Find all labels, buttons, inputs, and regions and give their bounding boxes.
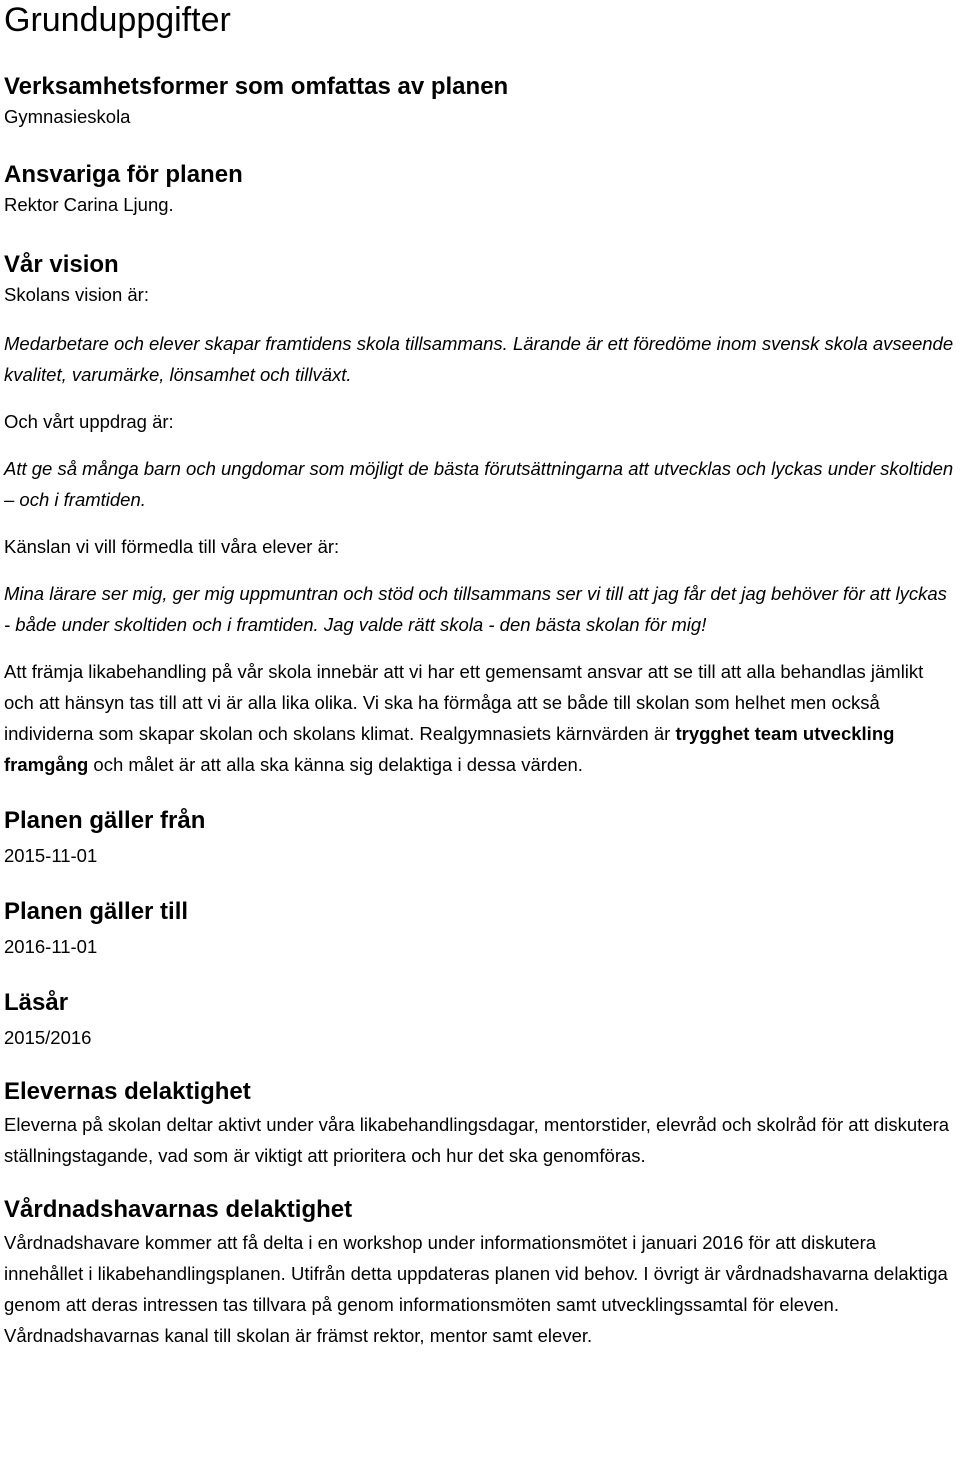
vision-statement: Medarbetare och elever skapar framtidens skola tillsammans. Lärande är ett föredöme inom svensk skola avseende kvalitet, varumärke, lönsamhet och tillväxt. xyxy=(4,333,954,385)
heading-ansvariga: Ansvariga för planen xyxy=(4,161,243,188)
heading-planen-galler-fran: Planen gäller från xyxy=(4,807,206,834)
kanslan-statement: Mina lärare ser mig, ger mig uppmuntran och stöd och tillsammans ser vi till att jag får det jag behöver för att lyckas - både under skoltiden och i framtiden. Jag valde rätt skola - den bästa skolan för mig! xyxy=(4,583,947,635)
uppdrag-statement: Att ge så många barn och ungdomar som möjligt de bästa förutsättningarna att utvecklas och lyckas under skoltiden – och i framtiden. xyxy=(4,458,954,510)
ansvariga-text: Rektor Carina Ljung. xyxy=(4,194,174,215)
kanslan-intro: Känslan vi vill förmedla till våra elever är: xyxy=(4,536,340,557)
lasar-text: 2015/2016 xyxy=(4,1027,92,1048)
document-page xyxy=(4,0,958,1351)
karnvarden-bold: trygghet team utveckling framgång xyxy=(4,723,895,775)
likabehandling-paragraph xyxy=(4,656,958,780)
heading-var-vision: Vår vision xyxy=(4,251,119,278)
verksamhetsformer-text: Gymnasieskola xyxy=(4,106,131,127)
uppdrag-intro: Och vårt uppdrag är: xyxy=(4,411,174,432)
likabehandling-text-part2: och målet är att alla ska känna sig delaktiga i dessa värden. xyxy=(88,754,583,775)
likabehandling-text-part1: Att främja likabehandling på vår skola innebär att vi har ett gemensamt ansvar att se till att alla behandlas jämlikt och att hänsyn tas till att vi är alla lika olika. Vi ska ha förmåga att se både till skolan som helhet men också individerna som skapar skolan och skolans klimat. Realgymnasiets kärnvärden är xyxy=(4,661,924,744)
heading-lasar: Läsår xyxy=(4,989,69,1016)
heading-vardnadshavarnas-delaktighet: Vårdnadshavarnas delaktighet xyxy=(4,1196,353,1223)
vardnadshavarnas-text: Vårdnadshavare kommer att få delta i en workshop under informationsmötet i januari 2016 för att diskutera innehållet i likabehandlingsplanen. Utifrån detta uppdateras planen vid behov. I övrigt är vårdnadshavarna delaktiga genom att deras intressen tas tillvara på genom informationsmöten samt utvecklingssamtal för eleven. Vårdnadshavarnas kanal till skolan är främst rektor, mentor samt elever. xyxy=(4,1232,948,1346)
heading-planen-galler-till: Planen gäller till xyxy=(4,898,189,925)
elevernas-text: Eleverna på skolan deltar aktivt under våra likabehandlingsdagar, mentorstider, elevråd och skolråd för att diskutera ställningstagande, vad som är viktigt att prioritera och hur det ska genomföras. xyxy=(4,1114,950,1166)
galler-fran-date: 2015-11-01 xyxy=(4,845,98,866)
vision-intro: Skolans vision är: xyxy=(4,284,149,305)
heading-verksamhetsformer: Verksamhetsformer som omfattas av planen xyxy=(4,73,509,100)
heading-elevernas-delaktighet: Elevernas delaktighet xyxy=(4,1078,251,1105)
galler-till-date: 2016-11-01 xyxy=(4,936,98,957)
page-title: Grunduppgifter xyxy=(4,1,231,39)
